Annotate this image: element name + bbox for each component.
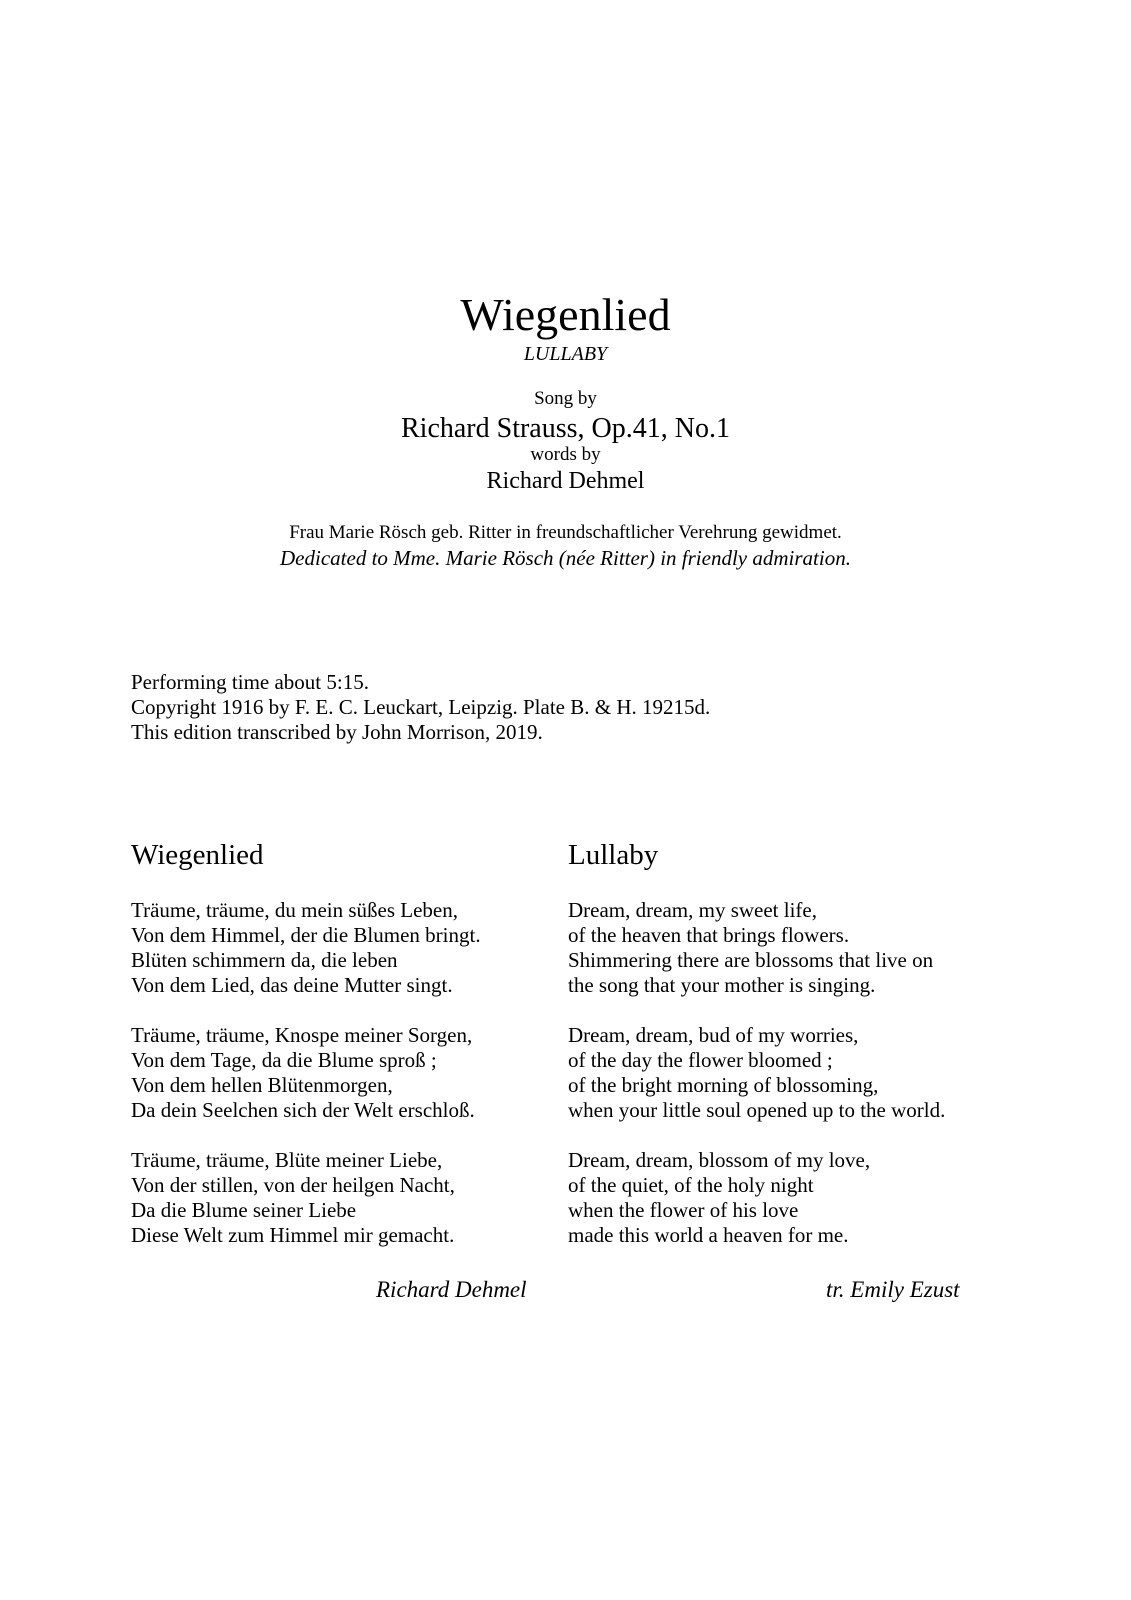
edition-note: This edition transcribed by John Morrison, 2019. — [131, 720, 543, 744]
poem-line: when the flower of his love — [568, 1198, 799, 1222]
poet-name: Richard Dehmel — [486, 468, 645, 494]
dedication-english: Dedicated to Mme. Marie Rösch (née Ritter) in friendly admiration. — [280, 546, 851, 570]
song-by-label: Song by — [534, 388, 597, 409]
song-title: Wiegenlied — [460, 289, 671, 340]
poem-line: Da dein Seelchen sich der Welt erschloß. — [131, 1098, 475, 1122]
song-subtitle: LULLABY — [523, 343, 608, 365]
poem-line: of the day the flower bloomed ; — [568, 1048, 833, 1072]
dedication-german: Frau Marie Rösch geb. Ritter in freundschaftlicher Verehrung gewidmet. — [289, 522, 842, 543]
german-poem — [131, 898, 481, 1273]
poem-line: the song that your mother is singing. — [568, 973, 876, 997]
poem-line: of the quiet, of the holy night — [568, 1173, 814, 1197]
german-heading: Wiegenlied — [131, 839, 264, 871]
translator-signature: tr. Emily Ezust — [826, 1277, 960, 1302]
english-stanza — [568, 898, 945, 998]
poem-line: Dream, dream, blossom of my love, — [568, 1148, 871, 1172]
poem-line: Blüten schimmern da, die leben — [131, 948, 398, 972]
poem-line: of the heaven that brings flowers. — [568, 923, 850, 947]
english-heading: Lullaby — [568, 839, 659, 871]
poem-line: Von dem Himmel, der die Blumen bringt. — [131, 923, 481, 947]
poem-line: Träume, träume, Blüte meiner Liebe, — [131, 1148, 443, 1172]
poet-signature: Richard Dehmel — [376, 1277, 527, 1302]
german-stanza — [131, 898, 481, 998]
words-by-label: words by — [530, 444, 601, 465]
poem-line: Von dem Lied, das deine Mutter singt. — [131, 973, 453, 997]
english-stanza — [568, 1023, 945, 1123]
english-stanza — [568, 1148, 945, 1248]
poem-line: Dream, dream, bud of my worries, — [568, 1023, 859, 1047]
poem-line: Von der stillen, von der heilgen Nacht, — [131, 1173, 455, 1197]
performing-time: Performing time about 5:15. — [131, 670, 369, 694]
german-stanza — [131, 1148, 481, 1248]
composer-line: Richard Strauss, Op.41, No.1 — [401, 413, 730, 444]
poem-line: Diese Welt zum Himmel mir gemacht. — [131, 1223, 455, 1247]
copyright-notice: Copyright 1916 by F. E. C. Leuckart, Leipzig. Plate B. & H. 19215d. — [131, 695, 711, 719]
poem-line: Shimmering there are blossoms that live on — [568, 948, 934, 972]
poem-line: Da die Blume seiner Liebe — [131, 1198, 357, 1222]
poem-line: Träume, träume, Knospe meiner Sorgen, — [131, 1023, 473, 1047]
poem-line: when your little soul opened up to the world. — [568, 1098, 946, 1122]
poem-line: Träume, träume, du mein süßes Leben, — [131, 898, 458, 922]
german-stanza — [131, 1023, 481, 1123]
poem-line: made this world a heaven for me. — [568, 1223, 849, 1247]
poem-line: Dream, dream, my sweet life, — [568, 898, 817, 922]
poem-line: Von dem Tage, da die Blume sproß ; — [131, 1048, 437, 1072]
poem-line: of the bright morning of blossoming, — [568, 1073, 879, 1097]
english-poem — [568, 898, 945, 1273]
poem-line: Von dem hellen Blütenmorgen, — [131, 1073, 393, 1097]
